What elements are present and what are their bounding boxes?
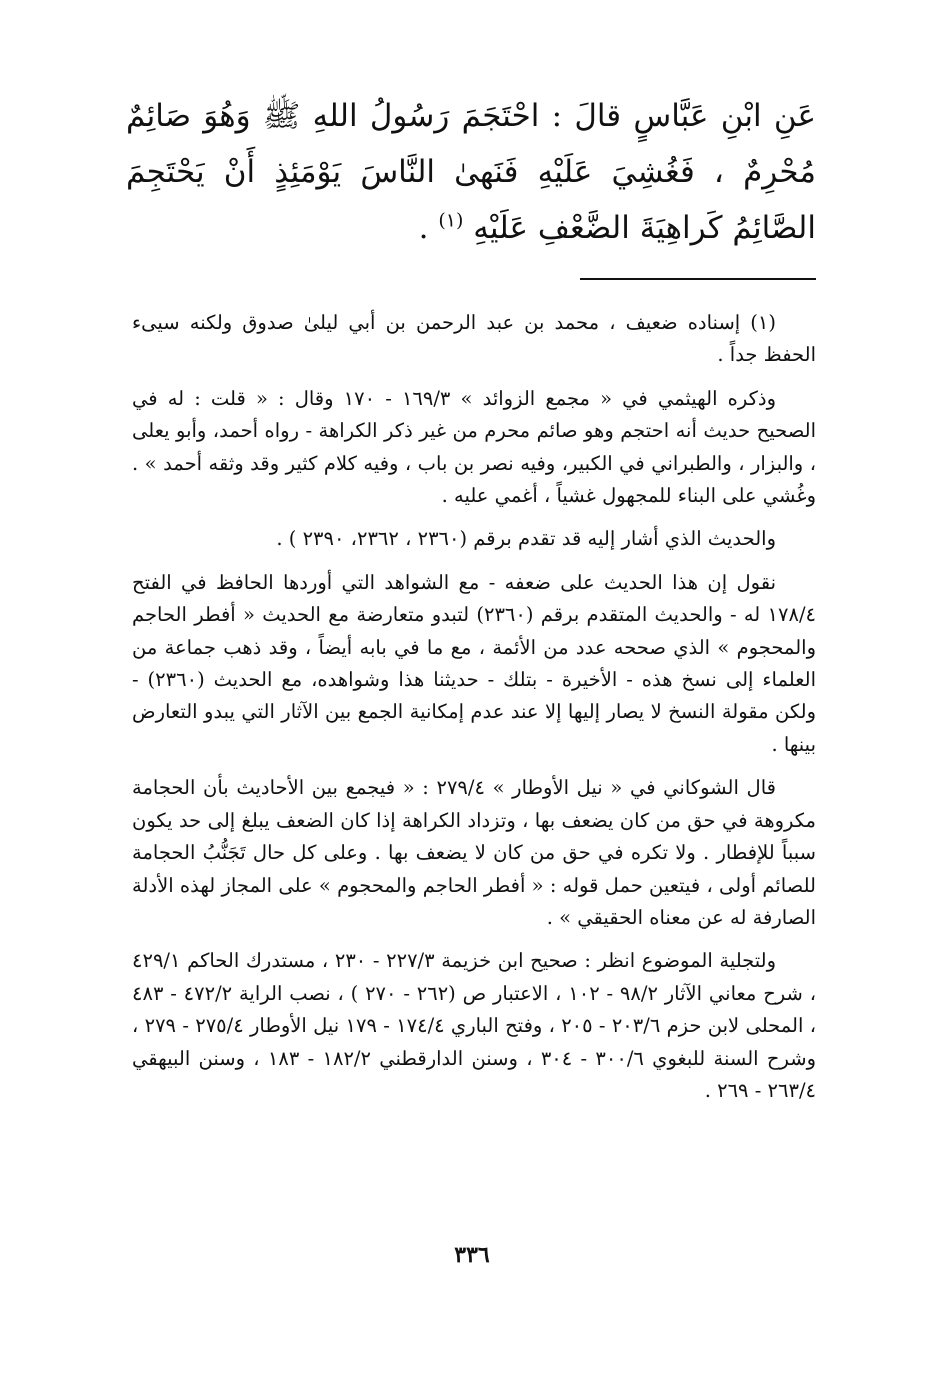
footnote-paragraph: نقول إن هذا الحديث على ضعفه - مع الشواهد التي أوردها الحافظ في الفتح ١٧٨/٤ له - والحديث المتقدم برقم (٢٣٦٠) لتبدو متعارضة مع الحديث « أفطر الحاجم والمحجوم » الذي صححه عدد من الأئمة ، مع ما في بابه أيضاً ، وقد ذهب جماعة من العلماء إلى نسخ هذه - الأخيرة - بتلك - حديثنا هذا وشواهده، مع الحديث (٢٣٦٠) - ولكن مقولة النسخ لا يصار إليها إلا عند عدم إمكانية الجمع بين الآثار التي يبدو التعارض بينها . [132,570,816,756]
footnote-paragraph: ولتجلية الموضوع انظر : صحيح ابن خزيمة ٢٢٧/٣ - ٢٣٠ ، مستدرك الحاكم ٤٢٩/١ ، شرح معاني الآثار ٩٨/٢ - ١٠٢ ، الاعتبار ص (٢٦٢ - ٢٧٠ ) ، نصب الراية ٤٧٢/٢ - ٤٨٣ ، المحلى لابن حزم ٢٠٣/٦ - ٢٠٥ ، وفتح الباري ١٧٤/٤ - ١٧٩ نيل الأوطار ٢٧٥/٤ - ٢٧٩ ، وشرح السنة للبغوي ٣٠٠/٦ - ٣٠٤ ، وسنن الدارقطني ١٨٢/٢ - ١٨٣ ، وسنن البيهقي ٢٦٣/٤ - ٢٦٩ . [132,949,817,1102]
footnote-paragraph: والحديث الذي أشار إليه قد تقدم برقم (٢٣٦٠ ، ٢٣٦٢، ٢٣٩٠ ) . [276,527,776,551]
hadith-text [126,88,816,256]
footnotes-section [132,307,816,1118]
footnote-reference: (١) [438,209,464,232]
page-number: ٣٣٦ [454,1242,490,1268]
footnote-paragraph: (١) إسناده ضعيف ، محمد بن عبد الرحمن بن أبي ليلىٰ صدوق ولكنه سيىء الحفظ جداً . [132,311,816,367]
footnote-paragraph: قال الشوكاني في « نيل الأوطار » ٢٧٩/٤ : « فيجمع بين الأحاديث بأن الحجامة مكروهة في حق من كان يضعف بها ، وتزداد الكراهة إذا كان الضعف يبلغ إلى حد يكون سبباً للإفطار . ولا تكره في حق من كان لا يضعف بها . وعلى كل حال تَجَنُّبُ الحجامة للصائم أولى ، فيتعين حمل قوله : « أفطر الحاجم والمحجوم » على المجاز لهذه الأدلة الصارفة له عن معناه الحقيقي » . [132,776,816,929]
hadith-body: عَنِ ابْنِ عَبَّاسٍ قالَ : احْتَجَمَ رَسُولُ اللهِ ﷺ وَهُوَ صَائِمٌ مُحْرِمٌ ، فَغُشِيَ عَلَيْهِ فَنَهىٰ النَّاسَ يَوْمَئِذٍ أَنْ يَحْتَجِمَ الصَّائِمُ كَراهِيَةَ الضَّعْفِ عَلَيْهِ [126,98,816,246]
footnote-paragraph: وذكره الهيثمي في « مجمع الزوائد » ١٦٩/٣ - ١٧٠ وقال : « قلت : له في الصحيح حديث أنه احتجم وهو صائم محرم من غير ذكر الكراهة - رواه أحمد، وأبو يعلى ، والبزار ، والطبراني في الكبير، وفيه نصر بن باب ، وفيه كلام كثير وقد وثقه أحمد » . وغُشي على البناء للمجهول غشياً ، أغمي عليه . [132,386,816,508]
hadith-end: . [418,210,439,246]
footnote-divider [580,278,816,280]
